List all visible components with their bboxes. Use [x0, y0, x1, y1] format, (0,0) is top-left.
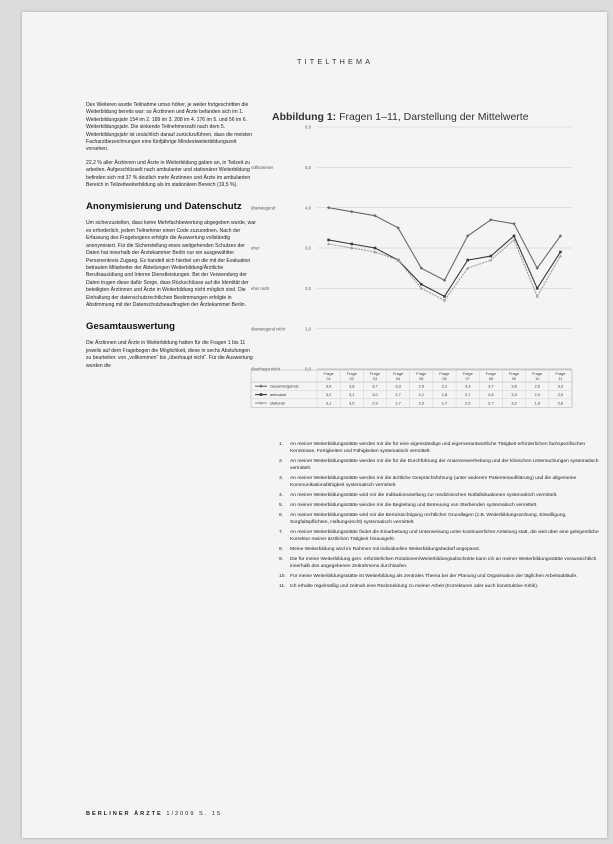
table-cell-value: 3,8: [349, 383, 355, 389]
data-point: [559, 251, 562, 254]
scale-label: vollkommen: [251, 164, 274, 170]
x-tick-label: 11: [558, 376, 563, 381]
table-cell-value: 1,7: [441, 400, 448, 406]
question-note-4: [279, 493, 604, 500]
table-cell-value: 3,3: [511, 392, 517, 398]
question-note-number: 5.: [279, 503, 284, 509]
table-cell-value: 3,2: [511, 400, 517, 406]
scale-label: überwiegend: [251, 205, 275, 211]
x-tick-label: Frage: [439, 371, 450, 376]
x-tick-label: Frage: [416, 371, 427, 376]
x-tick-label: Frage: [346, 371, 357, 376]
figure-title-lead: Abbildung 1:: [272, 111, 337, 123]
x-tick-label: 08: [488, 376, 494, 381]
table-cell-value: 3,3: [557, 383, 564, 389]
table-cell-value: 3,3: [464, 383, 471, 389]
series-line: [329, 208, 561, 281]
y-tick-label: 0,0: [305, 366, 311, 372]
data-point: [490, 255, 493, 258]
question-note-number: 9.: [279, 557, 284, 563]
paragraph: 22,2 % aller Ärztinnen und Ärzte in Weiterbildung gaben an, in Teilzeit zu arbeiten. Aufgeschlüsselt nach ambulanter und stationärer Weiterbildung befinden sich mit 37 % deutlich mehr Ärztinnen und Ärzte im ambulanten Bereich in Teilzeitweiterbildung als im stationären Bereich (19,5 %).: [86, 159, 251, 189]
table-cell-value: 2,5: [464, 400, 471, 406]
page-footer: [86, 811, 222, 817]
question-note-number: 6.: [279, 513, 284, 519]
question-note-text: An meiner Weiterbildungsstätte werden mir die für die Durchführung der Anamneseerhebung und der klinischen Untersuchungen systematisch vermittelt.: [290, 459, 599, 471]
x-tick-label: 06: [442, 376, 447, 381]
data-point: [559, 254, 562, 257]
question-note-8: [279, 547, 604, 554]
mean-values-line-chart: [22, 12, 607, 442]
x-tick-label: Frage: [555, 371, 566, 376]
legend-label: ambulant: [270, 392, 287, 398]
data-point: [327, 206, 330, 209]
legend-label: Gesamtergebnis: [270, 383, 299, 389]
running-head: TITELTHEMA: [297, 57, 374, 66]
question-note-text: An meiner Weiterbildungsstätte wird mir die Indikationsstellung zur medizinischen Notfallsituationen systematisch vermittelt.: [290, 493, 558, 498]
table-cell-value: 3,9: [325, 383, 332, 389]
y-tick-label: 1,0: [305, 326, 311, 332]
table-cell-value: 2,9: [557, 392, 564, 398]
question-note-number: 2.: [279, 459, 284, 464]
table-cell-value: 3,7: [372, 383, 378, 389]
question-note-10: [279, 574, 604, 581]
table-cell-value: 3,2: [325, 392, 332, 398]
data-table-frame: [251, 370, 572, 407]
x-tick-label: 03: [372, 376, 378, 381]
y-tick-label: 6,0: [305, 124, 311, 130]
x-tick-label: 02: [349, 376, 354, 381]
y-tick-label: 3,0: [305, 245, 311, 251]
figure-title-rest: Fragen 1–11, Darstellung der Mittelwerte: [336, 111, 529, 123]
table-cell-value: 2,7: [395, 392, 401, 398]
table-cell-value: 2,1: [418, 392, 425, 398]
x-tick-label: Frage: [369, 371, 381, 376]
scale-label: eher: [251, 245, 260, 251]
table-cell-value: 2,7: [464, 392, 471, 398]
series-line: [329, 240, 561, 301]
scale-label: überhaupt nicht: [251, 366, 280, 372]
legend-label: stationär: [270, 400, 285, 406]
table-cell-value: 2,9: [372, 400, 378, 406]
y-tick-label: 2,0: [305, 285, 311, 291]
table-cell-value: 2,5: [534, 383, 540, 389]
table-cell-value: 2,0: [534, 392, 540, 398]
legend-marker: [259, 385, 262, 388]
question-note-text: Für meine Weiterbildungsstätte ist Weiterbildung als zentrales Thema bei der Planung und Organisation der täglichen Arbeitsabläufe.: [290, 574, 578, 580]
question-note-text: An meiner Weiterbildungsstätte werden mir die für eine eigenständige und eigenverantwortliche Tätigkeit erforderlichen fachspezifischen Kenntnisse, Fertigkeiten und Fähigkeiten systematisch vermittelt.: [290, 442, 586, 454]
x-tick-label: 05: [419, 376, 424, 381]
x-tick-label: Frage: [462, 371, 473, 376]
paragraph: Die Ärztinnen und Ärzte in Weiterbildung hatten für die Fragen 1 bis 11 jeweils auf dem Fragebogen die Möglichkeit, diese in sechs Abstufungen zu beurteilen: von „vollkommen“ bis „überhaupt nicht“. Für die Auswertung wurden die: [86, 340, 253, 369]
question-note-number: 8.: [279, 547, 284, 553]
table-cell-value: 3,3: [395, 383, 401, 389]
data-point: [350, 210, 353, 213]
question-note-text: Meine Weiterbildung wird im Rahmen mit individuellen Weiterbildungsbedarf angepasst.: [290, 547, 481, 553]
table-cell-value: 2,7: [488, 400, 494, 406]
x-tick-label: 10: [535, 376, 540, 381]
table-cell-value: 1,8: [534, 400, 540, 406]
table-cell-value: 2,5: [418, 383, 425, 389]
question-note-text: An meiner Weiterbildungsstätte werden mir die Begleitung und Betreuung von Sterbenden systematisch vermittelt.: [290, 503, 538, 509]
x-tick-label: Frage: [508, 371, 520, 376]
question-note-text: Die für meine Weiterbildung gem. erforderlichen Rotationen/Weiterbildungsabschnitte kann ich an meiner Weiterbildungsstätte voraussichtlich innerhalb des angegebenen Zeitrahmens durchlaufen.: [290, 557, 597, 570]
table-cell-value: 3,0: [372, 392, 378, 398]
table-cell-value: 2,8: [557, 400, 564, 406]
x-tick-label: 04: [395, 376, 401, 381]
table-cell-value: 3,1: [325, 400, 332, 406]
question-note-number: 4.: [279, 493, 284, 498]
question-note-1: [279, 442, 604, 456]
magazine-page: [22, 12, 607, 838]
paragraph: Des Weiteren wurde Teilnahme umso höher, je weiter fortgeschritten die Weiterbildung bereits war: so Ärztinnen und Ärzte befanden sich im 1. Weiterbildungsjahr 154 im 2. 189 im 3. 208 im 4. 176 im 5. und 56 im 6. Weiterbildungsjahr. Die sinkende Teilnehmerzahl nach dem 5. Weiterbildungsjahr ist ursächlich darauf zurückzuführen, dass die meisten Facharztbezeichnungen eine fünfjährige Mindestweiterbildungszeit vorsehen.: [86, 102, 253, 153]
table-cell-value: 3,1: [349, 392, 355, 398]
question-note-2: [279, 459, 604, 473]
data-point: [327, 239, 330, 242]
question-note-text: An meiner Weiterbildungsstätte findet die Einarbeitung und Unterweisung unter kontinuierlicher Anleitung statt, die weit über eine gelegentliche Korrektur meiner ärztlichen Tätigkeit hinausgeht.: [290, 530, 599, 543]
legend-marker: [260, 393, 263, 396]
question-note-text: An meiner Weiterbildungsstätte werden mir die ärztliche Gesprächsführung (unter anderem Patientenaufklärung) und die allgemeine Kommunikationsfähigkeit systematisch vermittelt.: [290, 476, 577, 488]
question-note-11: [279, 584, 604, 591]
data-point: [420, 283, 423, 286]
data-point: [350, 243, 353, 246]
scale-label: überwiegend nicht: [251, 326, 285, 332]
table-cell-value: 3,7: [488, 383, 494, 389]
table-cell-value: 2,7: [395, 400, 401, 406]
paragraph: Um sicherzustellen, dass keine Mehrfachbewertung abgegeben wurde, war es erforderlich, jedem Teilnehmer einen Code zuzuordnen. Nach der Erfassung des Fragebogens erfolgte die Auswertung vollständig anonymisiert. Für die Sicherstellung eines weitgehenden Schutzes der Daten hat innerhalb der Ärztekammer Berlin nur ein ausgewählter Personenkreis Zugang. Es handelt sich hierbei um die mit der Evaluation betrauten Mitarbeiter der Abteilungen Weiterbildung/Ärztliche Berufsausübung und Interne Dienstleistungen. Bei der Verwendung der Daten trugen diese dafür Sorge, dass Rückschlüsse auf die Identität der beteiligten Ärztinnen und Ärzte in Weiterbildung nicht möglich sind. Die Einhaltung der datenschutzrechtlichen Bestimmungen erfolgte in Abstimmung mit der Datenschutzbeauftragten der Ärztekammer Berlin.: [86, 220, 256, 308]
scale-label: eher nicht: [251, 285, 270, 291]
data-point: [513, 235, 516, 238]
table-cell-value: 2,2: [441, 383, 448, 389]
x-tick-label: 07: [465, 376, 470, 381]
question-note-5: [279, 503, 604, 510]
question-note-6: [279, 513, 604, 527]
footer-journal: BERLINER ÄRZTE: [86, 811, 163, 817]
x-tick-label: 09: [511, 376, 517, 381]
y-tick-label: 4,0: [305, 205, 311, 211]
data-point: [374, 247, 377, 250]
table-cell-value: 2,8: [488, 392, 494, 398]
question-note-text: Ich erhalte regelmäßig und zeitnah eine Rückmeldung zu meiner Arbeit (Korrekturen oder auch konstruktive Kritik).: [290, 584, 539, 590]
data-point: [443, 295, 446, 298]
footer-issue: 1/2009 S. 15: [166, 811, 223, 817]
x-tick-label: Frage: [393, 371, 404, 376]
table-cell-value: 2,0: [418, 400, 425, 406]
data-point: [536, 287, 539, 290]
table-cell-value: 3,0: [349, 400, 355, 406]
question-note-3: [279, 476, 604, 490]
x-tick-label: Frage: [532, 371, 543, 376]
question-note-number: 3.: [279, 476, 284, 481]
x-tick-label: Frage: [485, 371, 496, 376]
question-note-number: 1.: [279, 442, 284, 447]
x-tick-label: 01: [326, 376, 331, 381]
question-note-number: 10.: [279, 574, 286, 580]
table-cell-value: 3,6: [511, 383, 517, 389]
question-note-7: [279, 530, 604, 544]
y-tick-label: 5,0: [305, 164, 311, 170]
section-heading-gesamtauswertung: Gesamtauswertung: [86, 321, 176, 333]
x-tick-label: Frage: [323, 371, 334, 376]
question-note-text: An meiner Weiterbildungsstätte wird mir die Berücksichtigung rechtlicher Grundlagen (z.B. Weiterbildungsordnung, Einwilligung, Sorgfaltspflichten, Haftungsrecht) systematisch vermittelt.: [290, 513, 567, 526]
data-point: [489, 259, 492, 262]
question-note-number: 7.: [279, 530, 284, 536]
data-point: [466, 259, 469, 262]
table-cell-value: 1,8: [441, 392, 448, 398]
question-note-number: 11.: [279, 584, 286, 590]
section-heading-anonymisierung: Anonymisierung und Datenschutz: [86, 201, 242, 213]
question-notes-list: [279, 442, 604, 594]
data-point: [373, 214, 376, 217]
question-note-9: [279, 557, 604, 571]
